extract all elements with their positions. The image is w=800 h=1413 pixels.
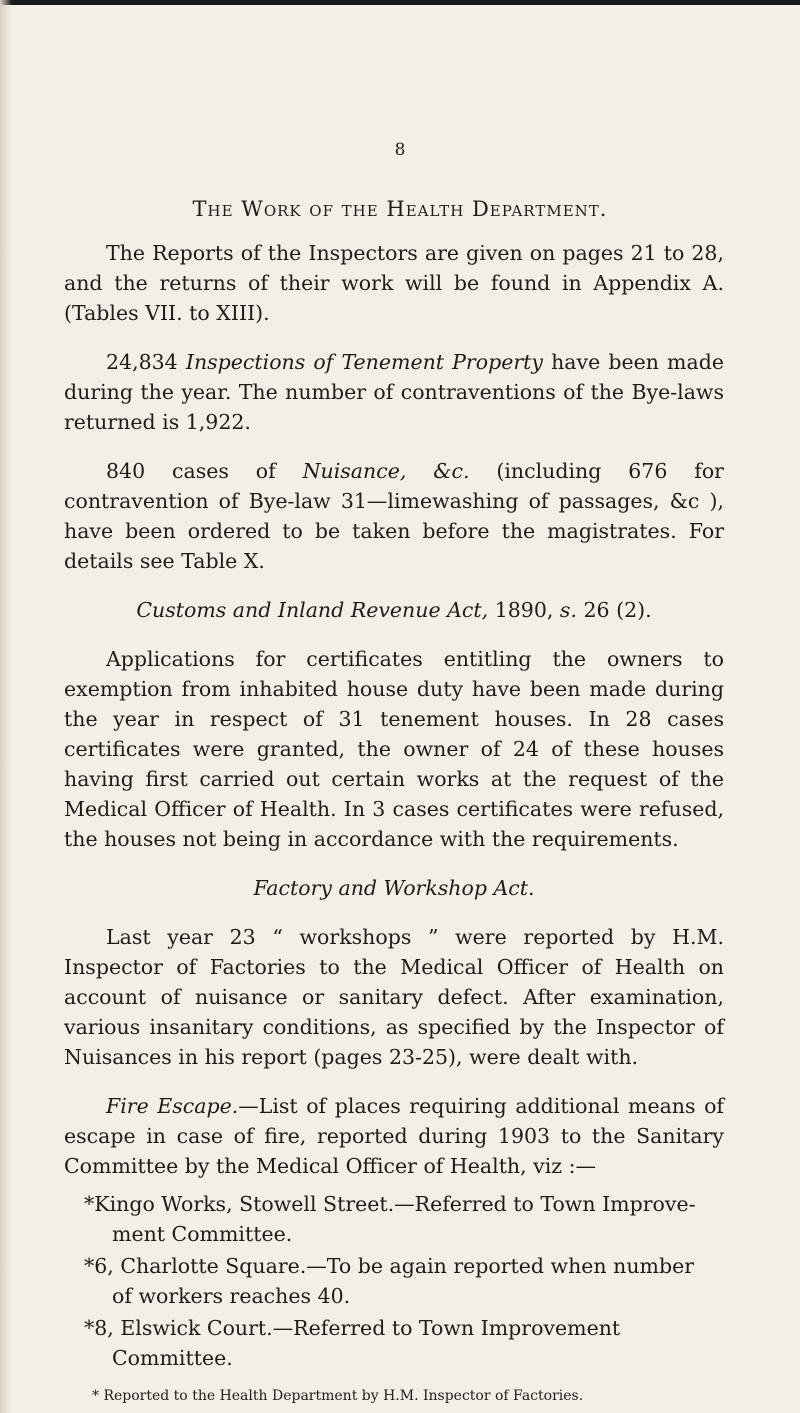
page-number: 8 [394, 140, 406, 160]
nuisance-text: (including 676 for contravention of Bye-law 31—limewashing of passages, &c ), have been ordered to be taken before the magistrates. For details see Table X. [64, 459, 724, 573]
customs-section: s. [559, 598, 577, 622]
paragraph-reports: The Reports of the Inspectors are given on pages 21 to 28, and the returns of their work will be found in Appendix A. (Tables VII. to XIII). [64, 241, 724, 325]
subheading-factory: Factory and Workshop Act. [253, 876, 535, 900]
subheading-customs [64, 595, 724, 625]
nuisance-emphasis: Nuisance, &c. [302, 459, 470, 483]
footnote: * Reported to the Health Department by H.M. Inspector of Factories. [92, 1388, 584, 1404]
document-body [64, 238, 724, 1411]
list-item: *Kingo Works, Stowell Street.—Referred to Town Improve- ment Committee. [84, 1192, 696, 1246]
paragraph-workshops: Last year 23 “ workshops ” were reported by H.M. Inspector of Factories to the Medical Officer of Health on account of nuisance or sanitary defect. After examination, various insanitary conditions, as specified by the Inspector of Nuisances in his report (pages 23-25), were dealt with. [64, 925, 724, 1069]
paragraph-fire-escape [64, 1091, 724, 1181]
inspections-count: 24,834 [106, 350, 178, 374]
nuisance-start: 840 cases of [106, 459, 276, 483]
list-item: *6, Charlotte Square.—To be again reported when number of workers reaches 40. [84, 1254, 695, 1308]
paragraph-nuisance [64, 456, 724, 576]
scan-edge [0, 0, 800, 5]
list-item: *8, Elswick Court.—Referred to Town Improvement Committee. [84, 1316, 621, 1370]
customs-title: Customs and Inland Revenue Act, [136, 598, 489, 622]
customs-year: 1890, [494, 598, 554, 622]
inspections-text: have been made during the year. The number of contraventions of the Bye-laws returned is 1,922. [64, 350, 724, 434]
paragraph-inspections [64, 347, 724, 437]
fire-escape-emphasis: Fire Escape. [106, 1094, 239, 1118]
paragraph-applications: Applications for certificates entitling the owners to exemption from inhabited house duty have been made during the year in respect of 31 tenement houses. In 28 cases certificates were granted, the owner of 24 of these houses having first carried out certain works at the request of the Medical Officer of Health. In 3 cases certificates were refused, the houses not being in accordance with the requirements. [64, 647, 724, 851]
inspections-emphasis: Inspections of Tenement Property [185, 350, 543, 374]
customs-ref: 26 (2). [583, 598, 652, 622]
fire-escape-text: —List of places requiring additional means of escape in case of fire, reported during 1903 to the Sanitary Committee by the Medical Officer of Health, viz :— [64, 1094, 725, 1178]
page-heading: The Work of the Health Department. [192, 197, 608, 221]
